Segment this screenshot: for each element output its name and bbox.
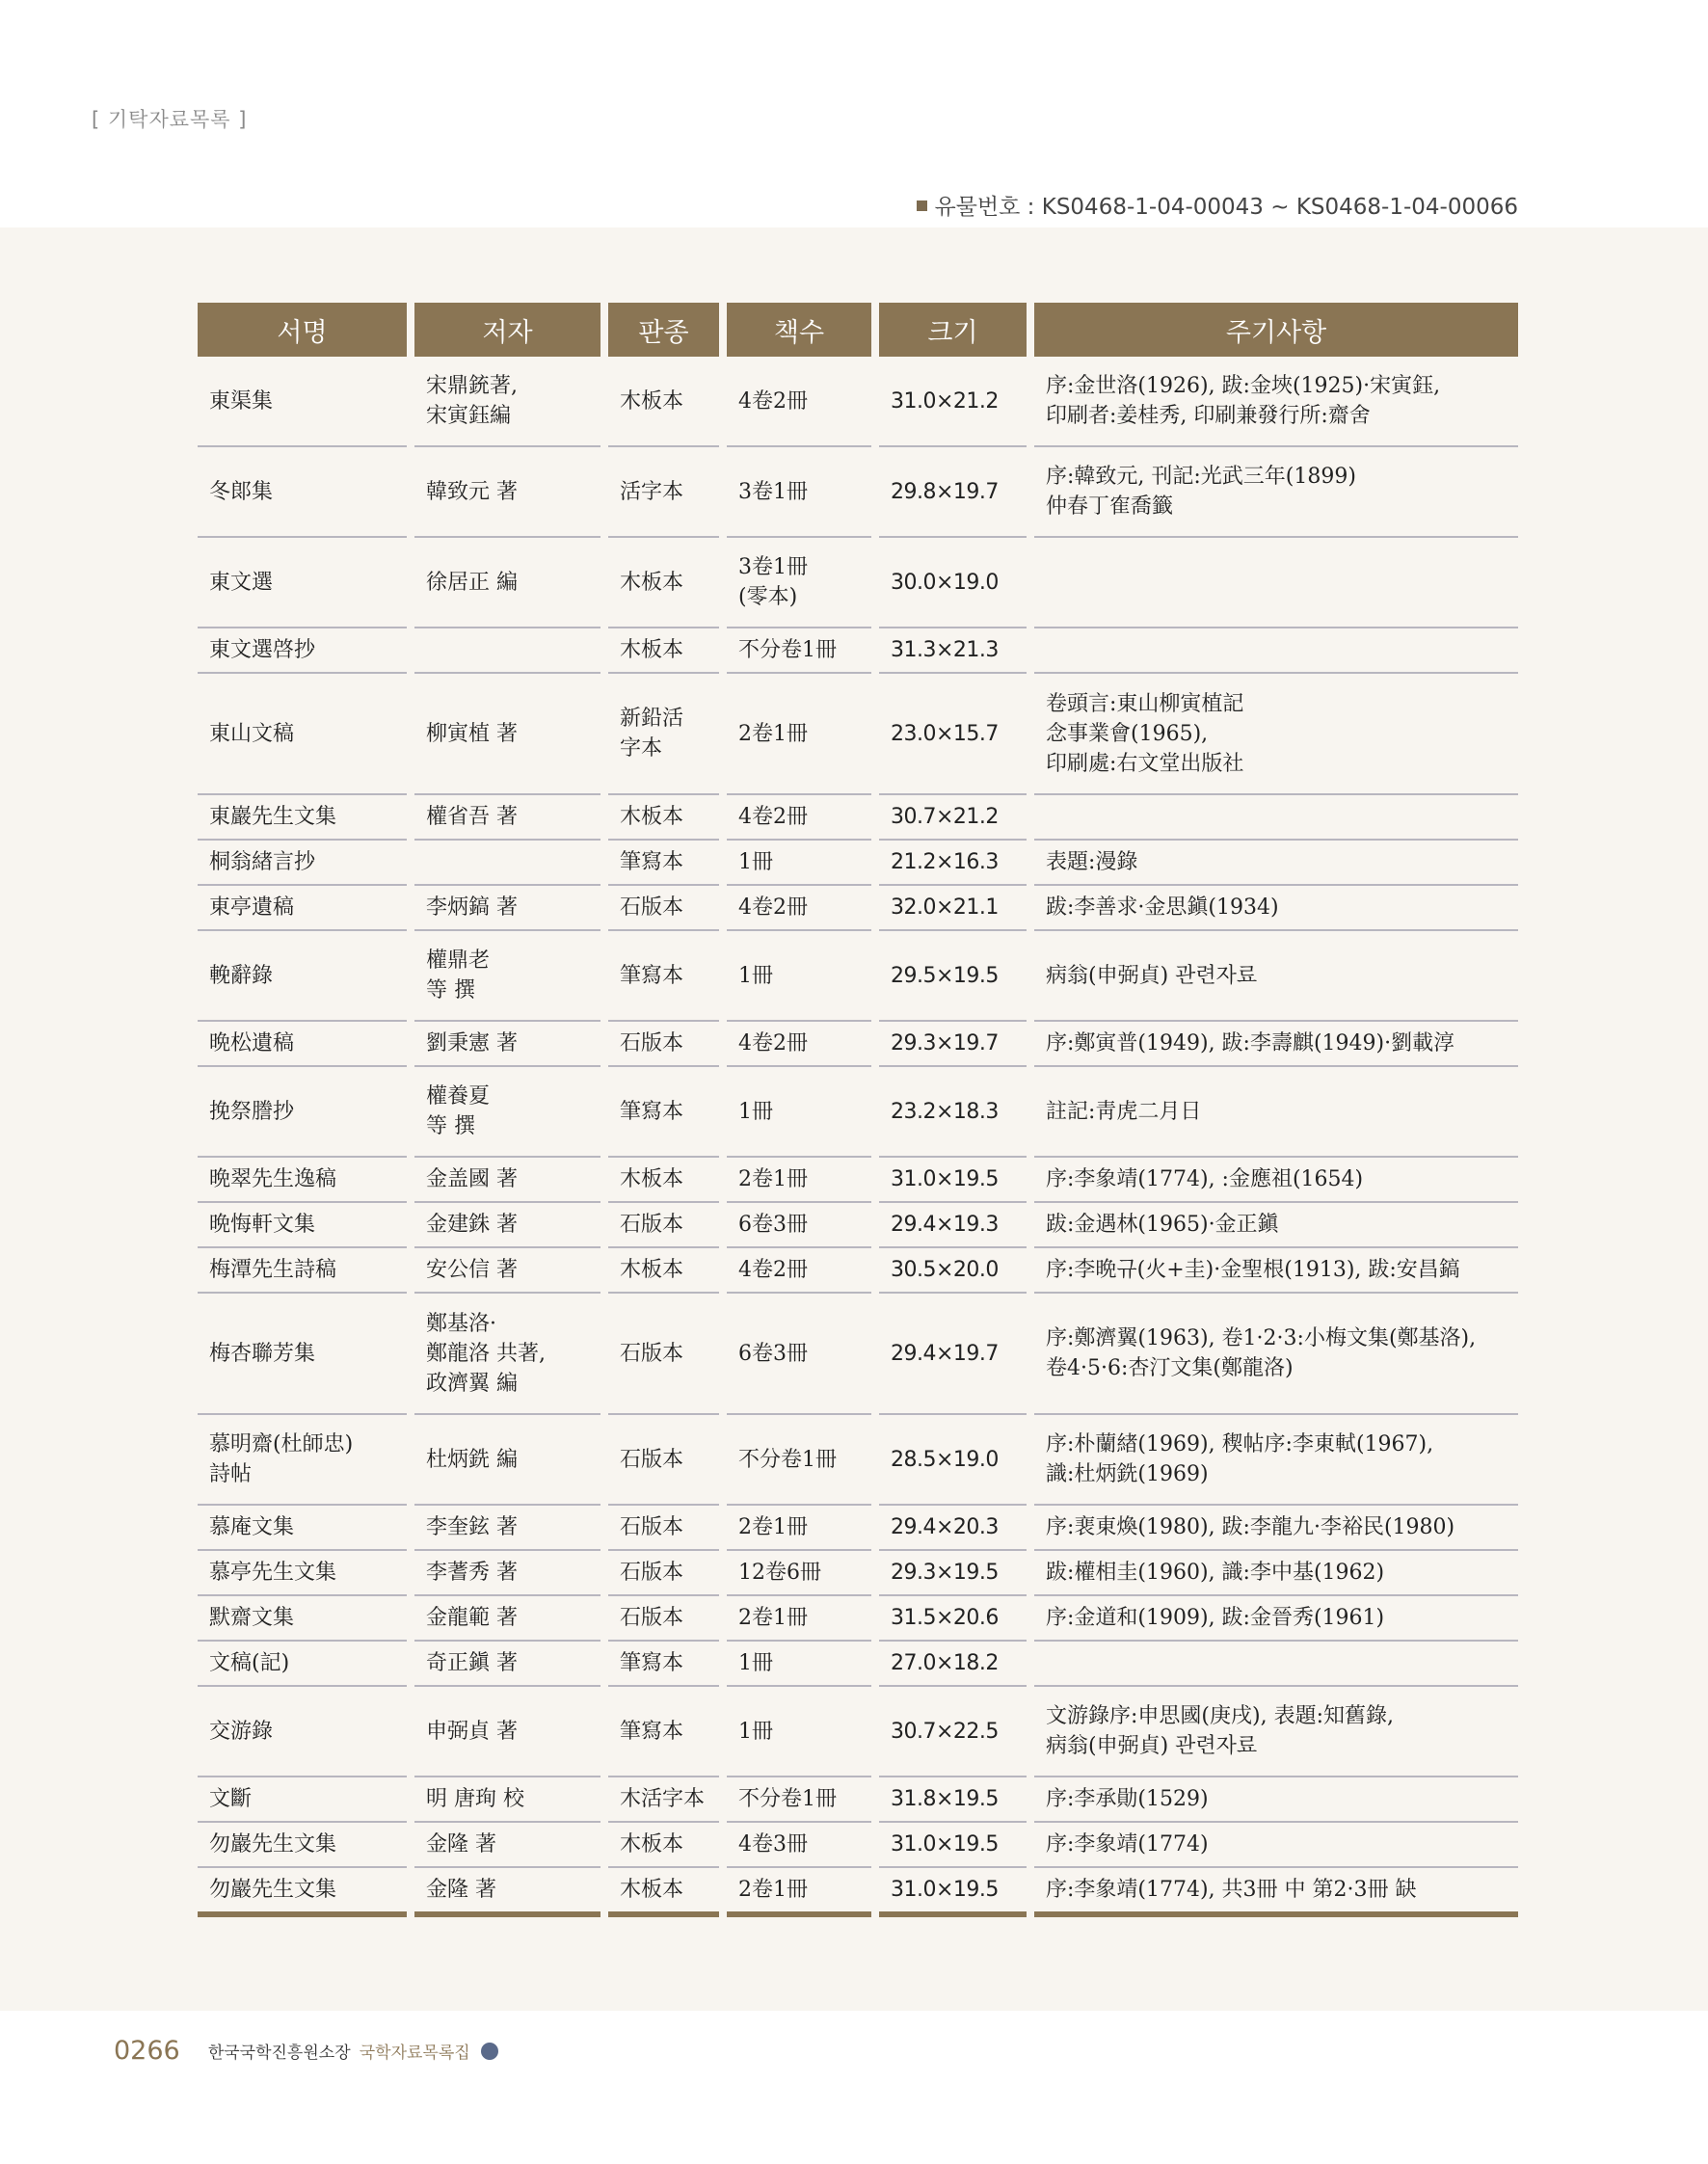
table-row bbox=[198, 1248, 1518, 1294]
cell-title: 文斷 bbox=[198, 1777, 407, 1823]
footer-org: 한국국학진흥원소장 bbox=[207, 2044, 351, 2063]
cell-edition: 新鉛活 字本 bbox=[608, 674, 719, 795]
cell-notes: 序:朴蘭緖(1969), 稧帖序:李東軾(1967), 識:杜炳銑(1969) bbox=[1034, 1415, 1518, 1506]
cell-volumes: 4卷2冊 bbox=[727, 357, 871, 447]
cell-edition: 筆寫本 bbox=[608, 1067, 719, 1158]
cell-notes: 卷頭言:東山柳寅植記 念事業會(1965), 印刷處:右文堂出版社 bbox=[1034, 674, 1518, 795]
cell-author: 杜炳銑 編 bbox=[414, 1415, 600, 1506]
cell-notes: 註記:靑虎二月日 bbox=[1034, 1067, 1518, 1158]
cell-volumes: 12卷6冊 bbox=[727, 1551, 871, 1596]
cell-notes bbox=[1034, 1642, 1518, 1687]
cell-size: 29.8×19.7 bbox=[879, 447, 1027, 538]
cell-size: 29.3×19.7 bbox=[879, 1022, 1027, 1067]
cell-title: 東巖先生文集 bbox=[198, 795, 407, 841]
table-row bbox=[198, 357, 1518, 447]
cell-edition: 石版本 bbox=[608, 1203, 719, 1248]
cell-edition: 石版本 bbox=[608, 1551, 719, 1596]
table-row bbox=[198, 1642, 1518, 1687]
cell-size: 31.8×19.5 bbox=[879, 1777, 1027, 1823]
column-header-volumes: 책수 bbox=[727, 303, 871, 357]
cell-edition: 木板本 bbox=[608, 1823, 719, 1868]
cell-notes bbox=[1034, 795, 1518, 841]
cell-volumes: 不分卷1冊 bbox=[727, 1415, 871, 1506]
cell-size: 29.3×19.5 bbox=[879, 1551, 1027, 1596]
cell-volumes: 2卷1冊 bbox=[727, 1868, 871, 1917]
cell-size: 32.0×21.1 bbox=[879, 886, 1027, 931]
cell-volumes: 3卷1冊 (零本) bbox=[727, 538, 871, 628]
cell-author bbox=[414, 841, 600, 886]
table-row bbox=[198, 1687, 1518, 1777]
cell-size: 29.4×20.3 bbox=[879, 1506, 1027, 1551]
cell-notes: 序:李承勛(1529) bbox=[1034, 1777, 1518, 1823]
cell-size: 29.4×19.3 bbox=[879, 1203, 1027, 1248]
cell-title: 勿巖先生文集 bbox=[198, 1823, 407, 1868]
cell-notes: 跋:李善求·金思鎭(1934) bbox=[1034, 886, 1518, 931]
cell-notes bbox=[1034, 628, 1518, 674]
cell-size: 31.0×21.2 bbox=[879, 357, 1027, 447]
cell-author: 權省吾 著 bbox=[414, 795, 600, 841]
cell-author: 金龍範 著 bbox=[414, 1596, 600, 1642]
cell-edition: 石版本 bbox=[608, 1022, 719, 1067]
page-footer bbox=[114, 2036, 498, 2066]
cell-title: 東文選 bbox=[198, 538, 407, 628]
cell-edition: 木板本 bbox=[608, 357, 719, 447]
table-row bbox=[198, 795, 1518, 841]
cell-size: 30.7×21.2 bbox=[879, 795, 1027, 841]
cell-author: 申弼貞 著 bbox=[414, 1687, 600, 1777]
cell-size: 31.0×19.5 bbox=[879, 1158, 1027, 1203]
cell-volumes: 不分卷1冊 bbox=[727, 1777, 871, 1823]
cell-notes: 跋:權相圭(1960), 識:李中基(1962) bbox=[1034, 1551, 1518, 1596]
cell-volumes: 1冊 bbox=[727, 1687, 871, 1777]
cell-title: 冬郞集 bbox=[198, 447, 407, 538]
cell-author: 柳寅植 著 bbox=[414, 674, 600, 795]
cell-size: 23.0×15.7 bbox=[879, 674, 1027, 795]
cell-notes: 序:李象靖(1774) bbox=[1034, 1823, 1518, 1868]
table-row bbox=[198, 1777, 1518, 1823]
cell-notes: 序:李象靖(1774), 共3冊 中 第2·3冊 缺 bbox=[1034, 1868, 1518, 1917]
cell-author: 宋鼎銃著, 宋寅鈺編 bbox=[414, 357, 600, 447]
cell-title: 東文選啓抄 bbox=[198, 628, 407, 674]
cell-volumes: 4卷2冊 bbox=[727, 795, 871, 841]
cell-author: 李炳鎬 著 bbox=[414, 886, 600, 931]
table-row bbox=[198, 628, 1518, 674]
cell-title: 晩翠先生逸稿 bbox=[198, 1158, 407, 1203]
cell-size: 30.5×20.0 bbox=[879, 1248, 1027, 1294]
cell-notes: 序:李晩규(火+圭)·金聖根(1913), 跋:安昌鎬 bbox=[1034, 1248, 1518, 1294]
cell-author: 李蓍秀 著 bbox=[414, 1551, 600, 1596]
cell-size: 30.7×22.5 bbox=[879, 1687, 1027, 1777]
cell-notes: 序:金道和(1909), 跋:金晉秀(1961) bbox=[1034, 1596, 1518, 1642]
page-number: 0266 bbox=[114, 2036, 180, 2066]
footer-collection: 국학자료목록집 bbox=[359, 2044, 470, 2063]
cell-author: 金隆 著 bbox=[414, 1868, 600, 1917]
cell-title: 慕庵文集 bbox=[198, 1506, 407, 1551]
table-row bbox=[198, 1551, 1518, 1596]
table-row bbox=[198, 538, 1518, 628]
cell-size: 31.5×20.6 bbox=[879, 1596, 1027, 1642]
cell-edition: 木板本 bbox=[608, 795, 719, 841]
column-header-edition: 판종 bbox=[608, 303, 719, 357]
cell-title: 慕明齋(杜師忠) 詩帖 bbox=[198, 1415, 407, 1506]
cell-title: 東山文稿 bbox=[198, 674, 407, 795]
cell-edition: 石版本 bbox=[608, 1415, 719, 1506]
cell-volumes: 2卷1冊 bbox=[727, 674, 871, 795]
cell-title: 梅杏聯芳集 bbox=[198, 1294, 407, 1415]
circle-dot-icon bbox=[481, 2043, 498, 2060]
cell-volumes: 6卷3冊 bbox=[727, 1294, 871, 1415]
cell-size: 30.0×19.0 bbox=[879, 538, 1027, 628]
cell-volumes: 4卷2冊 bbox=[727, 1248, 871, 1294]
cell-volumes: 1冊 bbox=[727, 841, 871, 886]
table-row bbox=[198, 1022, 1518, 1067]
cell-volumes: 2卷1冊 bbox=[727, 1158, 871, 1203]
cell-size: 31.0×19.5 bbox=[879, 1823, 1027, 1868]
cell-author: 明 唐珣 校 bbox=[414, 1777, 600, 1823]
cell-notes: 表題:漫錄 bbox=[1034, 841, 1518, 886]
item-number-range bbox=[917, 189, 1519, 221]
cell-size: 31.3×21.3 bbox=[879, 628, 1027, 674]
cell-edition: 木板本 bbox=[608, 1158, 719, 1203]
table-row bbox=[198, 447, 1518, 538]
table-row bbox=[198, 1506, 1518, 1551]
cell-edition: 木板本 bbox=[608, 1248, 719, 1294]
cell-title: 東亭遺稿 bbox=[198, 886, 407, 931]
cell-size: 31.0×19.5 bbox=[879, 1868, 1027, 1917]
cell-author: 奇正鎭 著 bbox=[414, 1642, 600, 1687]
cell-title: 晩松遺稿 bbox=[198, 1022, 407, 1067]
cell-edition: 筆寫本 bbox=[608, 931, 719, 1022]
cell-volumes: 2卷1冊 bbox=[727, 1596, 871, 1642]
table-row bbox=[198, 1203, 1518, 1248]
cell-edition: 木板本 bbox=[608, 538, 719, 628]
cell-notes bbox=[1034, 538, 1518, 628]
cell-notes: 序:金世洛(1926), 跋:金埉(1925)·宋寅鈺, 印刷者:姜桂秀, 印刷兼發行所:齋舍 bbox=[1034, 357, 1518, 447]
cell-volumes: 3卷1冊 bbox=[727, 447, 871, 538]
section-label: [ 기탁자료목록 ] bbox=[92, 108, 248, 131]
cell-size: 29.4×19.7 bbox=[879, 1294, 1027, 1415]
table-row bbox=[198, 841, 1518, 886]
cell-author: 權養夏 等 撰 bbox=[414, 1067, 600, 1158]
cell-notes: 跋:金遇林(1965)·金正鎭 bbox=[1034, 1203, 1518, 1248]
cell-volumes: 1冊 bbox=[727, 931, 871, 1022]
cell-notes: 序:裵東煥(1980), 跋:李龍九·李裕民(1980) bbox=[1034, 1506, 1518, 1551]
cell-title: 勿巖先生文集 bbox=[198, 1868, 407, 1917]
cell-size: 29.5×19.5 bbox=[879, 931, 1027, 1022]
cell-author: 劉秉憲 著 bbox=[414, 1022, 600, 1067]
square-bullet-icon bbox=[917, 200, 927, 211]
cell-notes: 序:鄭濟翼(1963), 卷1·2·3:小梅文集(鄭基洛), 卷4·5·6:杏汀文集(鄭龍洛) bbox=[1034, 1294, 1518, 1415]
cell-title: 默齋文集 bbox=[198, 1596, 407, 1642]
cell-edition: 石版本 bbox=[608, 1506, 719, 1551]
cell-title: 挽祭謄抄 bbox=[198, 1067, 407, 1158]
column-header-title: 서명 bbox=[198, 303, 407, 357]
cell-edition: 石版本 bbox=[608, 1596, 719, 1642]
cell-title: 輓辭錄 bbox=[198, 931, 407, 1022]
cell-author: 韓致元 著 bbox=[414, 447, 600, 538]
cell-title: 慕亭先生文集 bbox=[198, 1551, 407, 1596]
cell-edition: 木板本 bbox=[608, 1868, 719, 1917]
cell-volumes: 4卷2冊 bbox=[727, 1022, 871, 1067]
column-header-size: 크기 bbox=[879, 303, 1027, 357]
cell-volumes: 2卷1冊 bbox=[727, 1506, 871, 1551]
cell-author: 金盖國 著 bbox=[414, 1158, 600, 1203]
cell-title: 交游錄 bbox=[198, 1687, 407, 1777]
cell-volumes: 1冊 bbox=[727, 1642, 871, 1687]
cell-notes: 序:鄭寅普(1949), 跋:李壽麒(1949)·劉載淳 bbox=[1034, 1022, 1518, 1067]
table-row bbox=[198, 886, 1518, 931]
cell-author: 金建銖 著 bbox=[414, 1203, 600, 1248]
cell-title: 東渠集 bbox=[198, 357, 407, 447]
table-row bbox=[198, 1868, 1518, 1917]
cell-size: 23.2×18.3 bbox=[879, 1067, 1027, 1158]
cell-edition: 木板本 bbox=[608, 628, 719, 674]
cell-edition: 筆寫本 bbox=[608, 1687, 719, 1777]
cell-notes: 病翁(申弼貞) 관련자료 bbox=[1034, 931, 1518, 1022]
cell-title: 桐翁緖言抄 bbox=[198, 841, 407, 886]
column-header-author: 저자 bbox=[414, 303, 600, 357]
catalog-table bbox=[190, 303, 1526, 1917]
range-text: 유물번호 : KS0468-1-04-00043 ~ KS0468-1-04-00066 bbox=[934, 195, 1518, 220]
cell-notes: 序:李象靖(1774), :金應祖(1654) bbox=[1034, 1158, 1518, 1203]
cell-author: 安公信 著 bbox=[414, 1248, 600, 1294]
table-row bbox=[198, 1596, 1518, 1642]
cell-author: 權鼎老 等 撰 bbox=[414, 931, 600, 1022]
column-header-notes: 주기사항 bbox=[1034, 303, 1518, 357]
table-row bbox=[198, 1415, 1518, 1506]
cell-title: 文稿(記) bbox=[198, 1642, 407, 1687]
cell-edition: 石版本 bbox=[608, 1294, 719, 1415]
cell-author: 徐居正 編 bbox=[414, 538, 600, 628]
cell-volumes: 4卷2冊 bbox=[727, 886, 871, 931]
cell-size: 27.0×18.2 bbox=[879, 1642, 1027, 1687]
table-row bbox=[198, 674, 1518, 795]
cell-size: 28.5×19.0 bbox=[879, 1415, 1027, 1506]
cell-author: 鄭基洛· 鄭龍洛 共著, 政濟翼 編 bbox=[414, 1294, 600, 1415]
cell-volumes: 不分卷1冊 bbox=[727, 628, 871, 674]
table-row bbox=[198, 931, 1518, 1022]
table-header-row bbox=[198, 303, 1518, 357]
cell-edition: 木活字本 bbox=[608, 1777, 719, 1823]
cell-edition: 活字本 bbox=[608, 447, 719, 538]
cell-volumes: 4卷3冊 bbox=[727, 1823, 871, 1868]
cell-notes: 序:韓致元, 刊記:光武三年(1899) 仲春丁隺喬籤 bbox=[1034, 447, 1518, 538]
cell-size: 21.2×16.3 bbox=[879, 841, 1027, 886]
table-row bbox=[198, 1823, 1518, 1868]
cell-title: 晩悔軒文集 bbox=[198, 1203, 407, 1248]
cell-author: 金隆 著 bbox=[414, 1823, 600, 1868]
cell-volumes: 6卷3冊 bbox=[727, 1203, 871, 1248]
cell-notes: 文游錄序:申思國(庚戌), 表題:知舊錄, 病翁(申弼貞) 관련자료 bbox=[1034, 1687, 1518, 1777]
cell-author bbox=[414, 628, 600, 674]
cell-edition: 筆寫本 bbox=[608, 1642, 719, 1687]
cell-author: 李奎鉉 著 bbox=[414, 1506, 600, 1551]
cell-edition: 筆寫本 bbox=[608, 841, 719, 886]
table-row bbox=[198, 1158, 1518, 1203]
cell-edition: 石版本 bbox=[608, 886, 719, 931]
table-row bbox=[198, 1294, 1518, 1415]
cell-title: 梅潭先生詩稿 bbox=[198, 1248, 407, 1294]
cell-volumes: 1冊 bbox=[727, 1067, 871, 1158]
table-row bbox=[198, 1067, 1518, 1158]
